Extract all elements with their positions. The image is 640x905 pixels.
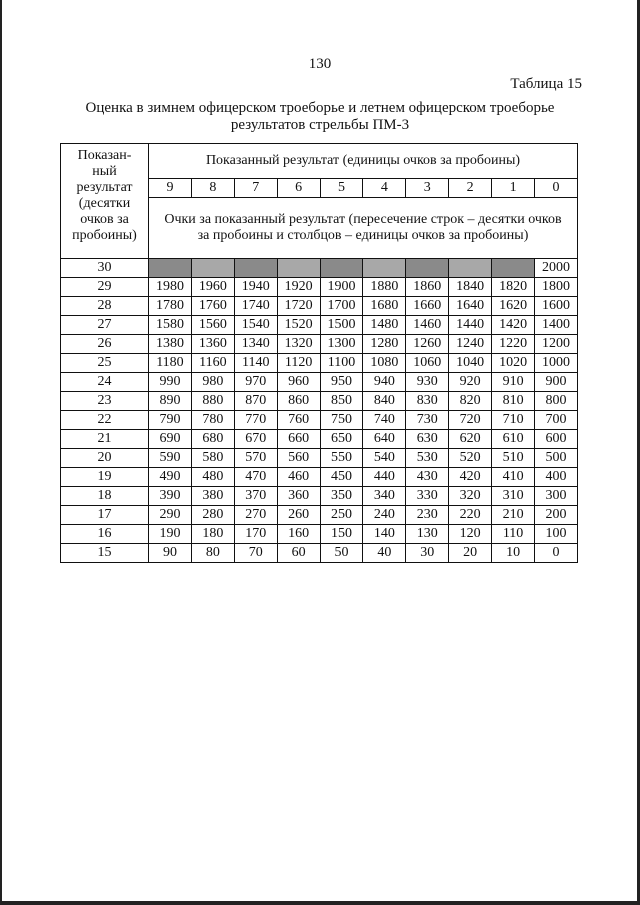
row-header-line: (десятки <box>78 196 131 211</box>
score-cell: 830 <box>406 392 449 411</box>
table-row <box>61 373 578 392</box>
score-cell: 590 <box>149 449 192 468</box>
tens-cell: 29 <box>61 278 149 297</box>
shaded-empty-cell <box>320 259 363 278</box>
score-cell: 210 <box>492 506 535 525</box>
score-cell: 1880 <box>363 278 406 297</box>
shaded-empty-cell <box>449 259 492 278</box>
score-cell: 930 <box>406 373 449 392</box>
scan-edge-bottom <box>0 901 640 905</box>
score-cell: 580 <box>191 449 234 468</box>
tens-cell: 26 <box>61 335 149 354</box>
title-line-2: результатов стрельбы ПМ-3 <box>230 117 410 133</box>
score-cell: 1640 <box>449 297 492 316</box>
tens-cell: 15 <box>61 544 149 563</box>
score-cell: 960 <box>277 373 320 392</box>
table-row <box>61 449 578 468</box>
shaded-empty-cell <box>191 259 234 278</box>
score-cell: 500 <box>535 449 578 468</box>
score-cell: 1240 <box>449 335 492 354</box>
score-cell: 730 <box>406 411 449 430</box>
score-cell: 560 <box>277 449 320 468</box>
score-cell: 340 <box>363 487 406 506</box>
score-cell: 400 <box>535 468 578 487</box>
score-cell: 50 <box>320 544 363 563</box>
table-row <box>61 316 578 335</box>
score-cell: 1260 <box>406 335 449 354</box>
score-cell: 800 <box>535 392 578 411</box>
score-cell: 280 <box>191 506 234 525</box>
score-cell: 390 <box>149 487 192 506</box>
score-cell: 1060 <box>406 354 449 373</box>
score-cell: 1600 <box>535 297 578 316</box>
shaded-empty-cell <box>406 259 449 278</box>
tens-cell: 23 <box>61 392 149 411</box>
score-cell: 380 <box>191 487 234 506</box>
score-cell: 180 <box>191 525 234 544</box>
score-cell: 520 <box>449 449 492 468</box>
tens-cell: 22 <box>61 411 149 430</box>
score-cell: 650 <box>320 430 363 449</box>
score-cell: 1100 <box>320 354 363 373</box>
score-cell: 1720 <box>277 297 320 316</box>
score-cell: 820 <box>449 392 492 411</box>
score-cell: 200 <box>535 506 578 525</box>
score-cell: 970 <box>234 373 277 392</box>
score-cell: 790 <box>149 411 192 430</box>
tens-cell: 16 <box>61 525 149 544</box>
score-cell: 1380 <box>149 335 192 354</box>
table-row <box>61 259 578 278</box>
score-cell: 1220 <box>492 335 535 354</box>
score-cell: 60 <box>277 544 320 563</box>
score-cell: 1560 <box>191 316 234 335</box>
tens-cell: 18 <box>61 487 149 506</box>
score-cell: 1760 <box>191 297 234 316</box>
score-cell: 1360 <box>191 335 234 354</box>
score-cell: 530 <box>406 449 449 468</box>
score-cell: 1340 <box>234 335 277 354</box>
score-cell: 1320 <box>277 335 320 354</box>
score-cell: 10 <box>492 544 535 563</box>
score-cell: 1480 <box>363 316 406 335</box>
table-title <box>60 100 580 134</box>
column-header-cell: 9 <box>149 179 192 198</box>
score-cell: 550 <box>320 449 363 468</box>
score-cell: 410 <box>492 468 535 487</box>
score-cell: 20 <box>449 544 492 563</box>
score-cell: 770 <box>234 411 277 430</box>
score-cell: 980 <box>191 373 234 392</box>
score-cell: 1820 <box>492 278 535 297</box>
score-cell: 880 <box>191 392 234 411</box>
score-cell: 1680 <box>363 297 406 316</box>
tens-cell: 30 <box>61 259 149 278</box>
table-row <box>61 297 578 316</box>
score-cell: 1160 <box>191 354 234 373</box>
score-cell: 370 <box>234 487 277 506</box>
score-cell: 30 <box>406 544 449 563</box>
column-header-cell: 3 <box>406 179 449 198</box>
score-cell: 170 <box>234 525 277 544</box>
score-cell: 350 <box>320 487 363 506</box>
score-cell: 430 <box>406 468 449 487</box>
table-row <box>61 335 578 354</box>
score-cell: 190 <box>149 525 192 544</box>
description-line-2: за пробоины и столбцов – единицы очков за пробоины) <box>197 228 529 243</box>
score-cell: 1980 <box>149 278 192 297</box>
score-cell: 890 <box>149 392 192 411</box>
score-cell: 600 <box>535 430 578 449</box>
column-header-cell: 5 <box>320 179 363 198</box>
score-cell: 710 <box>492 411 535 430</box>
score-cell: 1040 <box>449 354 492 373</box>
shaded-empty-cell <box>149 259 192 278</box>
table-row <box>61 544 578 563</box>
score-cell: 2000 <box>535 259 578 278</box>
score-cell: 1800 <box>535 278 578 297</box>
score-cell: 950 <box>320 373 363 392</box>
row-header-line: ный <box>92 164 117 179</box>
score-cell: 90 <box>149 544 192 563</box>
column-header-cell: 4 <box>363 179 406 198</box>
score-cell: 160 <box>277 525 320 544</box>
table-row <box>61 525 578 544</box>
tens-cell: 19 <box>61 468 149 487</box>
score-cell: 1700 <box>320 297 363 316</box>
score-cell: 470 <box>234 468 277 487</box>
score-cell: 670 <box>234 430 277 449</box>
description-cell <box>149 198 578 259</box>
score-cell: 460 <box>277 468 320 487</box>
table-row <box>61 392 578 411</box>
table-row <box>61 278 578 297</box>
tens-cell: 21 <box>61 430 149 449</box>
row-header-cell <box>61 144 149 259</box>
score-cell: 1140 <box>234 354 277 373</box>
score-cell: 680 <box>191 430 234 449</box>
column-header-cell: 6 <box>277 179 320 198</box>
score-cell: 1200 <box>535 335 578 354</box>
score-cell: 610 <box>492 430 535 449</box>
score-cell: 1440 <box>449 316 492 335</box>
score-cell: 940 <box>363 373 406 392</box>
score-cell: 620 <box>449 430 492 449</box>
score-cell: 1280 <box>363 335 406 354</box>
score-cell: 120 <box>449 525 492 544</box>
score-cell: 300 <box>535 487 578 506</box>
tens-cell: 27 <box>61 316 149 335</box>
tens-cell: 17 <box>61 506 149 525</box>
score-cell: 220 <box>449 506 492 525</box>
score-cell: 440 <box>363 468 406 487</box>
score-cell: 750 <box>320 411 363 430</box>
score-cell: 1660 <box>406 297 449 316</box>
scan-edge-left <box>0 0 2 905</box>
score-cell: 850 <box>320 392 363 411</box>
score-cell: 150 <box>320 525 363 544</box>
score-cell: 330 <box>406 487 449 506</box>
score-cell: 290 <box>149 506 192 525</box>
shown-result-header: Показанный результат (единицы очков за пробоины) <box>149 144 578 179</box>
shaded-empty-cell <box>234 259 277 278</box>
score-cell: 40 <box>363 544 406 563</box>
score-cell: 920 <box>449 373 492 392</box>
score-cell: 270 <box>234 506 277 525</box>
scoring-table <box>60 143 578 563</box>
score-cell: 1460 <box>406 316 449 335</box>
score-cell: 130 <box>406 525 449 544</box>
shaded-empty-cell <box>277 259 320 278</box>
score-cell: 1180 <box>149 354 192 373</box>
column-header-cell: 7 <box>234 179 277 198</box>
score-cell: 1540 <box>234 316 277 335</box>
column-header-cell: 2 <box>449 179 492 198</box>
score-cell: 1780 <box>149 297 192 316</box>
score-cell: 80 <box>191 544 234 563</box>
score-cell: 1520 <box>277 316 320 335</box>
score-cell: 760 <box>277 411 320 430</box>
score-cell: 630 <box>406 430 449 449</box>
table-row <box>61 487 578 506</box>
column-header-cell: 0 <box>535 179 578 198</box>
page-number: 130 <box>308 56 332 72</box>
score-cell: 490 <box>149 468 192 487</box>
score-cell: 250 <box>320 506 363 525</box>
score-cell: 1920 <box>277 278 320 297</box>
score-cell: 570 <box>234 449 277 468</box>
score-cell: 1300 <box>320 335 363 354</box>
score-cell: 690 <box>149 430 192 449</box>
score-cell: 480 <box>191 468 234 487</box>
score-cell: 700 <box>535 411 578 430</box>
score-cell: 0 <box>535 544 578 563</box>
score-cell: 840 <box>363 392 406 411</box>
score-cell: 360 <box>277 487 320 506</box>
score-cell: 740 <box>363 411 406 430</box>
tens-cell: 24 <box>61 373 149 392</box>
score-cell: 870 <box>234 392 277 411</box>
column-header-cell: 1 <box>492 179 535 198</box>
score-cell: 1580 <box>149 316 192 335</box>
score-cell: 310 <box>492 487 535 506</box>
score-cell: 1900 <box>320 278 363 297</box>
score-cell: 1020 <box>492 354 535 373</box>
score-cell: 1940 <box>234 278 277 297</box>
score-cell: 1400 <box>535 316 578 335</box>
score-cell: 1500 <box>320 316 363 335</box>
score-cell: 860 <box>277 392 320 411</box>
score-cell: 1740 <box>234 297 277 316</box>
score-cell: 260 <box>277 506 320 525</box>
score-cell: 510 <box>492 449 535 468</box>
score-cell: 140 <box>363 525 406 544</box>
score-cell: 1960 <box>191 278 234 297</box>
table-row <box>61 430 578 449</box>
table-row <box>61 506 578 525</box>
score-cell: 910 <box>492 373 535 392</box>
title-line-1: Оценка в зимнем офицерском троеборье и летнем офицерском троеборье <box>85 100 555 116</box>
score-cell: 100 <box>535 525 578 544</box>
score-cell: 1620 <box>492 297 535 316</box>
header-row <box>61 144 578 179</box>
description-line-1: Очки за показанный результат (пересечение строк – десятки очков <box>164 212 562 227</box>
score-cell: 780 <box>191 411 234 430</box>
table-row <box>61 354 578 373</box>
score-cell: 1840 <box>449 278 492 297</box>
score-cell: 900 <box>535 373 578 392</box>
score-cell: 540 <box>363 449 406 468</box>
score-cell: 240 <box>363 506 406 525</box>
score-cell: 720 <box>449 411 492 430</box>
score-cell: 420 <box>449 468 492 487</box>
row-header-line: пробоины) <box>72 228 137 243</box>
table-row <box>61 468 578 487</box>
column-header-cell: 8 <box>191 179 234 198</box>
row-header-line: Показан- <box>77 148 132 163</box>
tens-cell: 25 <box>61 354 149 373</box>
tens-cell: 28 <box>61 297 149 316</box>
score-cell: 640 <box>363 430 406 449</box>
score-cell: 1000 <box>535 354 578 373</box>
score-cell: 110 <box>492 525 535 544</box>
score-cell: 1120 <box>277 354 320 373</box>
score-cell: 320 <box>449 487 492 506</box>
tens-cell: 20 <box>61 449 149 468</box>
score-cell: 1080 <box>363 354 406 373</box>
shaded-empty-cell <box>363 259 406 278</box>
score-cell: 660 <box>277 430 320 449</box>
score-cell: 450 <box>320 468 363 487</box>
row-header-line: результат <box>76 180 133 195</box>
table-label: Таблица 15 <box>510 76 582 92</box>
score-cell: 70 <box>234 544 277 563</box>
score-cell: 990 <box>149 373 192 392</box>
table-row <box>61 411 578 430</box>
shaded-empty-cell <box>492 259 535 278</box>
score-cell: 1420 <box>492 316 535 335</box>
score-cell: 1860 <box>406 278 449 297</box>
score-cell: 810 <box>492 392 535 411</box>
score-cell: 230 <box>406 506 449 525</box>
row-header-line: очков за <box>80 212 129 227</box>
